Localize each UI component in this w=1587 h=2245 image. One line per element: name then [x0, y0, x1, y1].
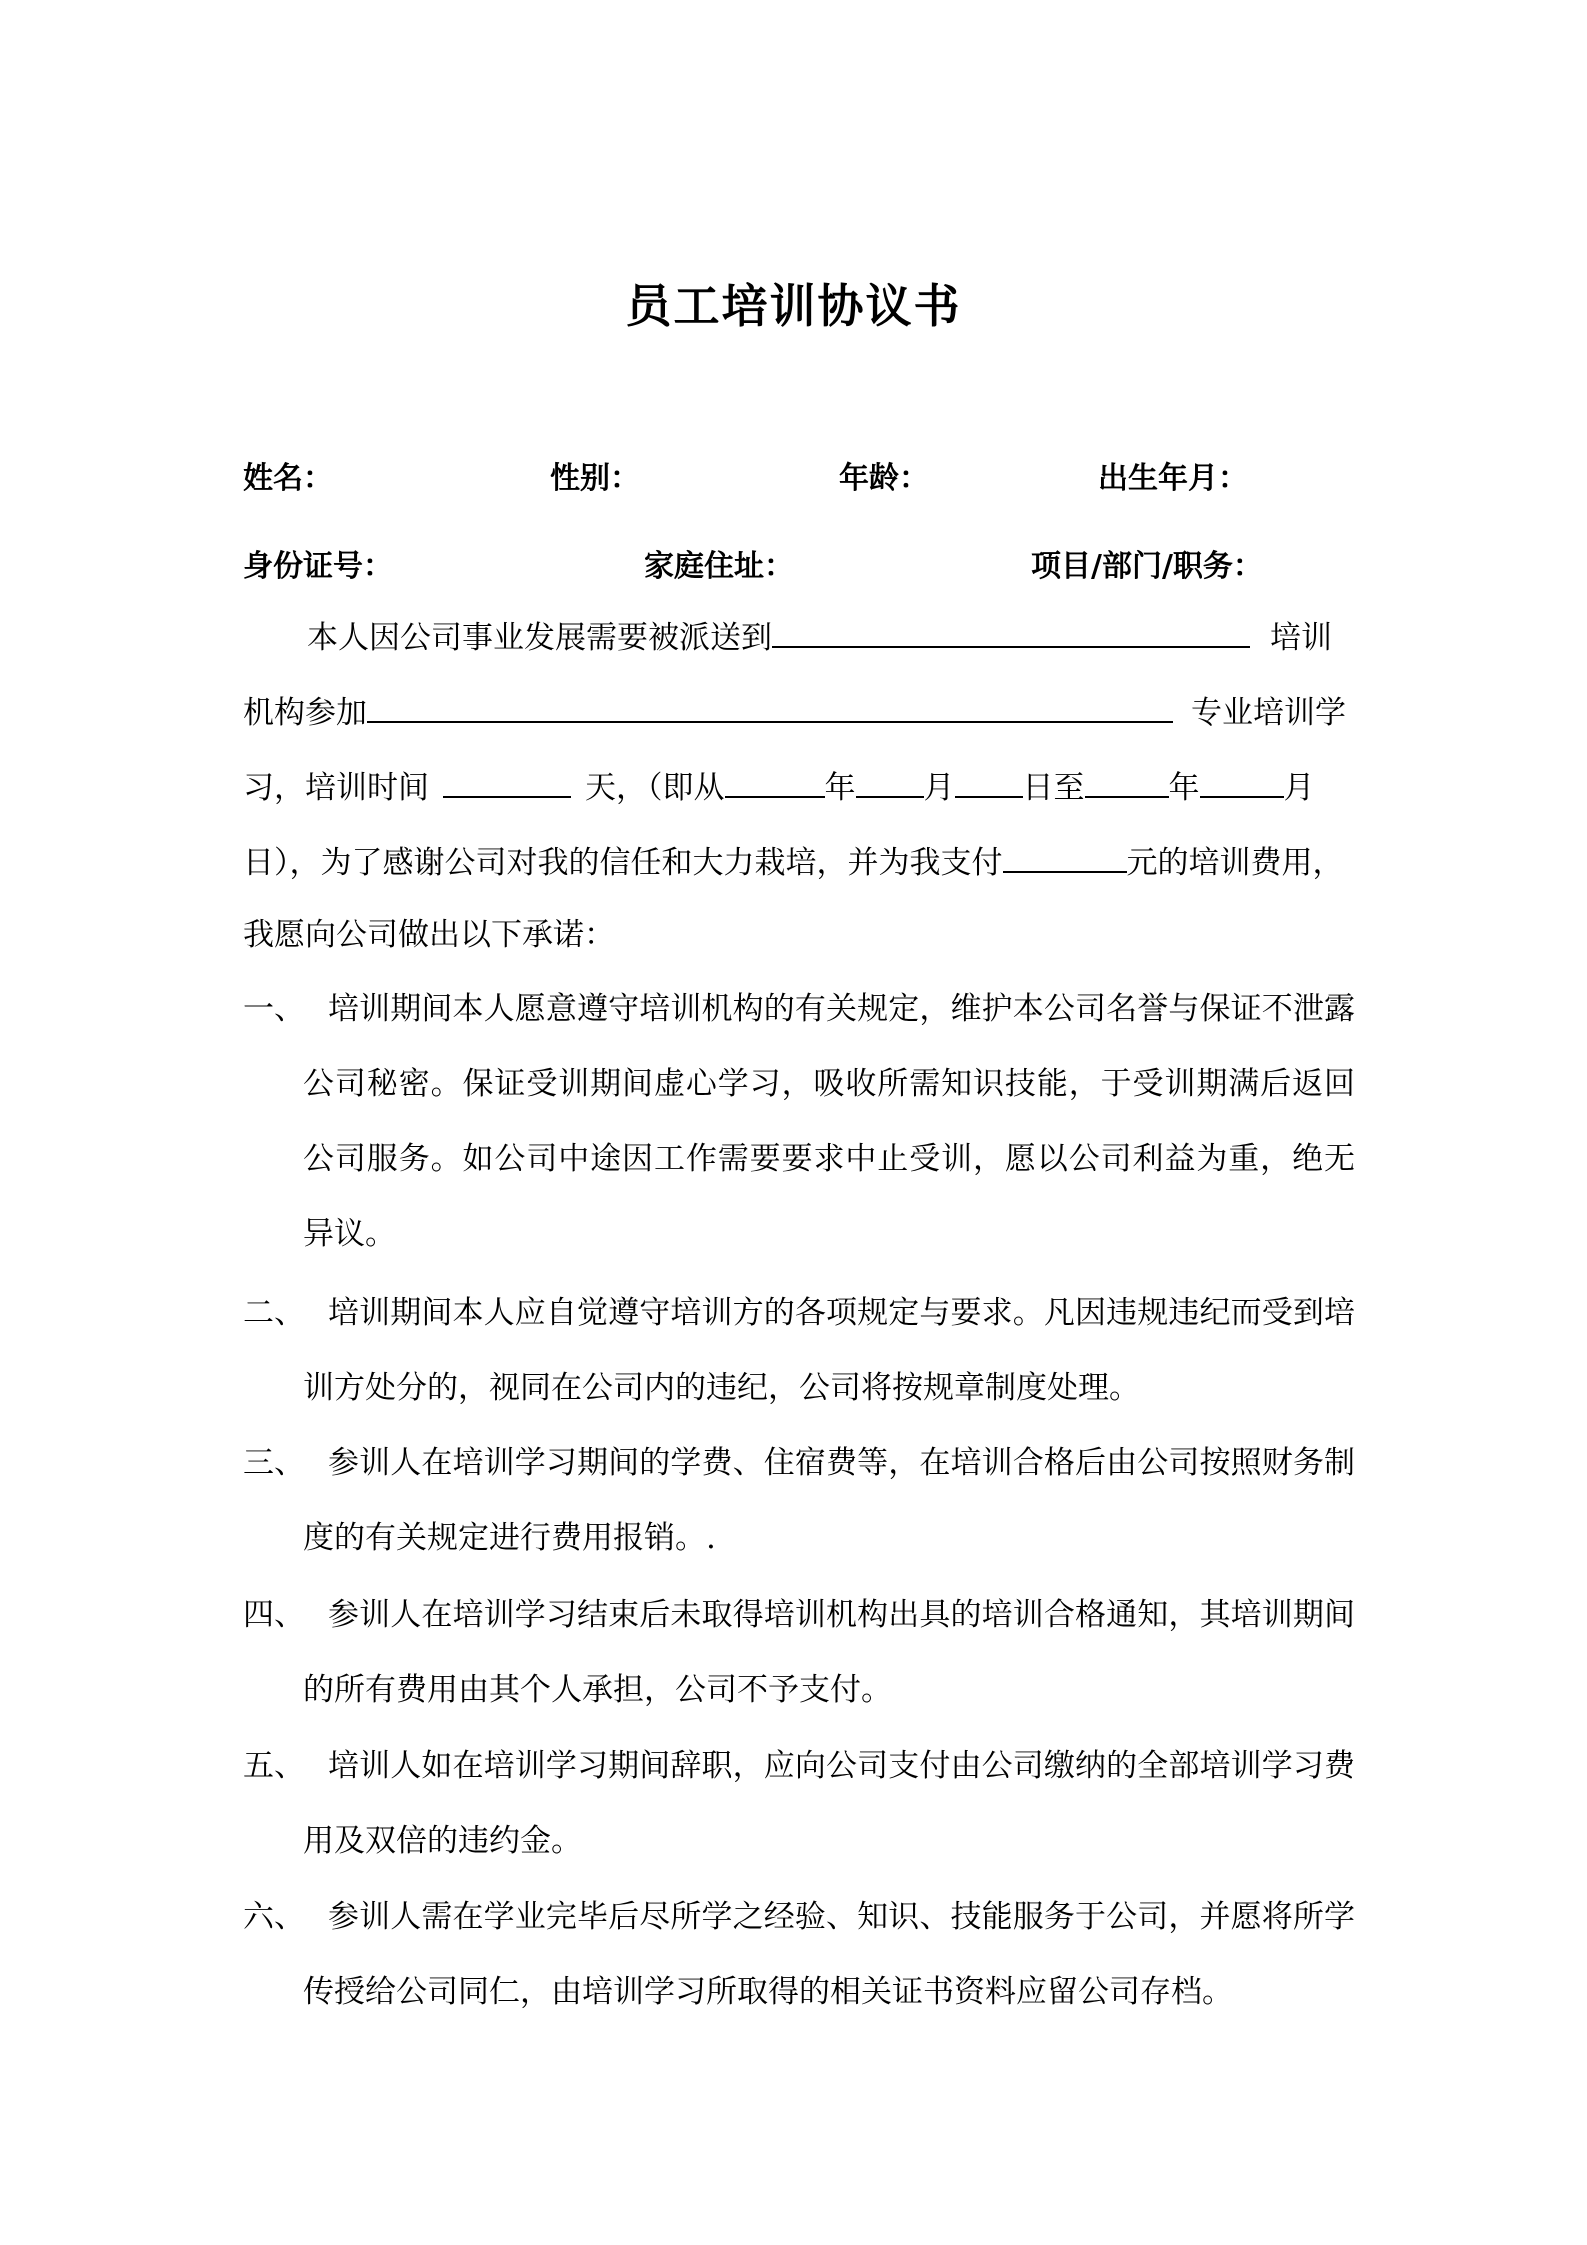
major-blank — [367, 685, 1173, 723]
personal-info-row-2 — [243, 541, 1355, 591]
fee-blank — [1003, 835, 1127, 873]
item-number: 二、 — [243, 1295, 305, 1331]
end-year-blank — [1085, 760, 1169, 798]
intro-text: 日至 — [1022, 770, 1085, 806]
address-label: 家庭住址： — [644, 549, 794, 584]
intro-text: 培训 — [1270, 620, 1332, 656]
intro-text: 天，（即从 — [585, 770, 725, 806]
birth-label: 出生年月： — [1098, 461, 1248, 496]
item-number: 五、 — [243, 1748, 305, 1784]
days-blank — [443, 760, 571, 798]
commitment-item — [243, 1880, 1355, 2030]
intro-text: 习，培训时间 — [243, 770, 429, 806]
id-number-label: 身份证号： — [243, 549, 393, 584]
document-title: 员工培训协议书 — [625, 279, 962, 333]
intro-text: 年 — [1168, 770, 1200, 806]
item-text: 培训期间本人应自觉遵守培训方的各项规定与要求。凡因违规违纪而受到培训方处分的，视同在公司内的违纪，公司将按规章制度处理。 — [303, 1295, 1355, 1406]
item-number: 三、 — [243, 1445, 305, 1481]
intro-text: 本人因公司事业发展需要被派送到 — [307, 620, 772, 656]
start-day-blank — [955, 760, 1023, 798]
item-text: 培训期间本人愿意遵守培训机构的有关规定，维护本公司名誉与保证不泄露公司秘密。保证受训期间虚心学习，吸收所需知识技能，于受训期满后返回公司服务。如公司中途因工作需要要求中止受训，愿以公司利益为重，绝无异议。 — [303, 991, 1355, 1252]
commitment-item — [243, 1729, 1355, 1879]
intro-text: 我愿向公司做出以下承诺： — [243, 917, 615, 953]
personal-info-row-1 — [243, 453, 1355, 503]
start-month-blank — [856, 760, 924, 798]
commitment-item — [243, 1578, 1355, 1728]
start-year-blank — [725, 760, 825, 798]
item-number: 六、 — [243, 1899, 305, 1935]
intro-text: 年 — [824, 770, 856, 806]
intro-line-3 — [243, 760, 1355, 810]
intro-text: 元的培训费用， — [1126, 845, 1344, 881]
intro-line-5 — [243, 910, 1355, 960]
commitment-item — [243, 1276, 1355, 1426]
intro-line-4 — [243, 835, 1355, 885]
intro-text: 专业培训学 — [1191, 695, 1346, 731]
intro-text: 月 — [923, 770, 955, 806]
item-text: 参训人在培训学习期间的学费、住宿费等，在培训合格后由公司按照财务制度的有关规定进行费用报销。. — [303, 1445, 1355, 1556]
position-label: 项目/部门/职务： — [1031, 549, 1263, 584]
institution-blank — [772, 610, 1250, 648]
item-number: 四、 — [243, 1597, 305, 1633]
commitment-item — [243, 972, 1355, 1272]
commitment-item — [243, 1426, 1355, 1576]
name-label: 姓名： — [243, 461, 333, 496]
intro-text: 机构参加 — [243, 695, 367, 731]
item-text: 参训人在培训学习结束后未取得培训机构出具的培训合格通知，其培训期间的所有费用由其个人承担，公司不予支付。 — [303, 1597, 1355, 1708]
gender-label: 性别： — [550, 461, 640, 496]
intro-line-2 — [243, 685, 1355, 735]
intro-line-1 — [243, 610, 1355, 660]
end-month-blank — [1200, 760, 1284, 798]
item-text: 培训人如在培训学习期间辞职，应向公司支付由公司缴纳的全部培训学习费用及双倍的违约金。 — [303, 1748, 1355, 1859]
age-label: 年龄： — [839, 461, 929, 496]
item-text: 参训人需在学业完毕后尽所学之经验、知识、技能服务于公司，并愿将所学传授给公司同仁，由培训学习所取得的相关证书资料应留公司存档。 — [303, 1899, 1355, 2010]
intro-text: 月 — [1283, 770, 1315, 806]
item-number: 一、 — [243, 991, 305, 1027]
intro-text: 日），为了感谢公司对我的信任和大力栽培，并为我支付 — [243, 845, 1003, 881]
